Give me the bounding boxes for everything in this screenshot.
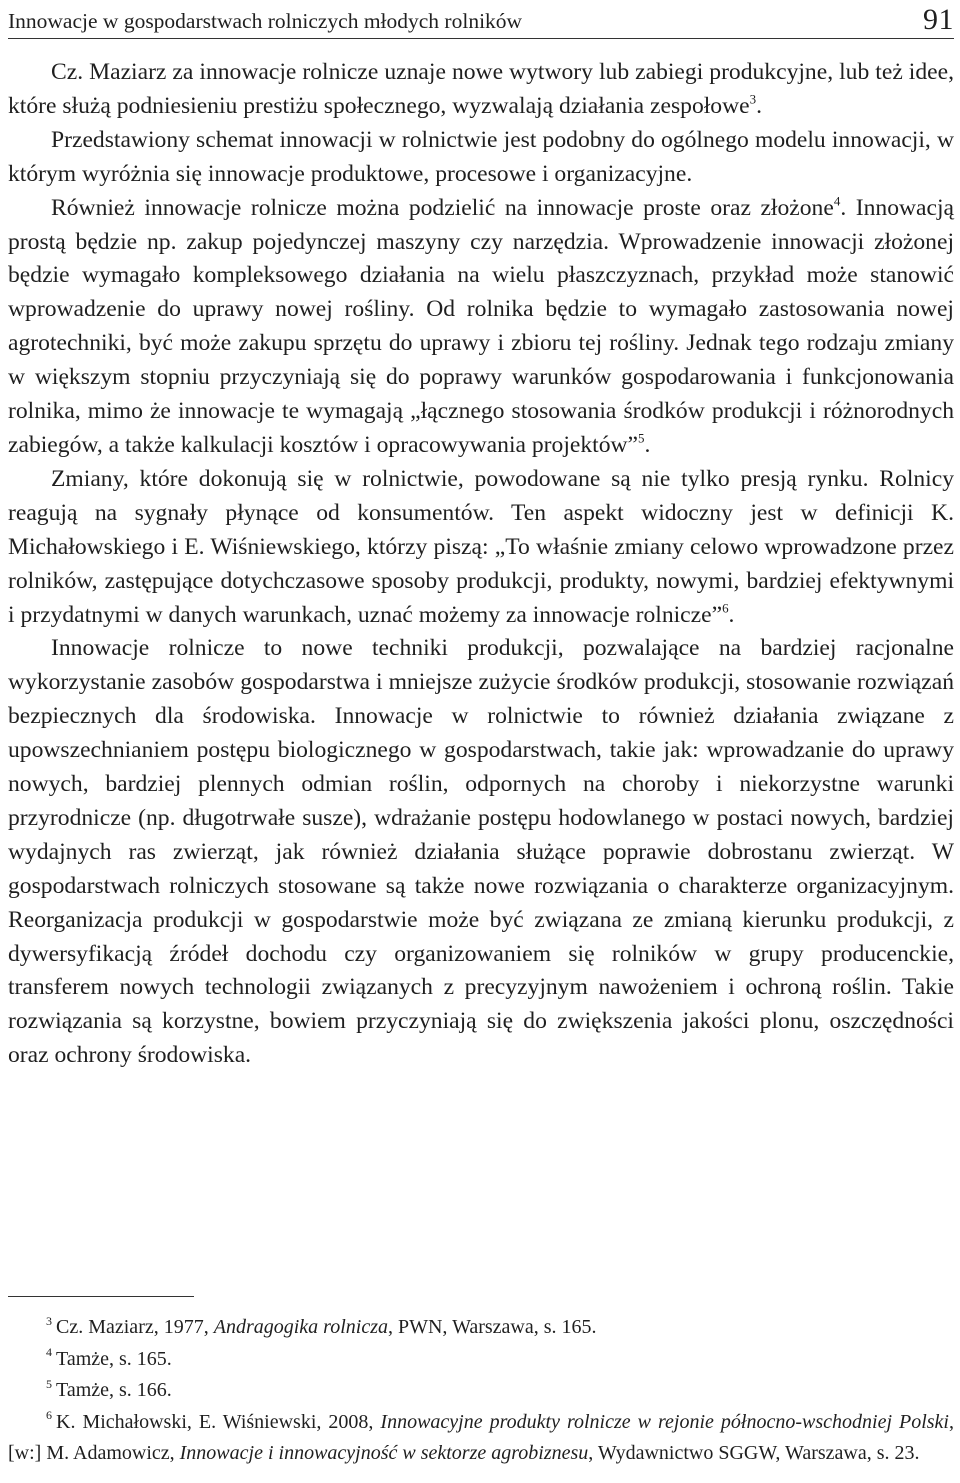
paragraph-footnote-ref: 3 (749, 91, 757, 107)
paragraph-text: Innowacje rolnicze to nowe techniki produkcji, pozwalające na bardziej racjonalne wykorzystanie zasobów gospodarstwa i mniejsze zużycie środków produkcji, stosowanie rozwiązań bezpiecznych dla środowiska. Innowacje w rolnictwie to również działania związane z upowszechnianiem postępu biologicznego w gospodarstwach, takie jak: wprowadzanie do uprawy nowych, bardziej plennych odmian roślin, odpornych na choroby i niekorzystne warunki przyrodnicze (np. długotrwałe susze), wdrażanie postępu hodowlanego w postaci nowych, bardziej wydajnych ras zwierząt, jak również działania służące poprawie dobrostanu zwierząt. W gospodarstwach rolniczych stosowane są także nowe rozwiązania o charakterze organizacyjnym. Reorganizacja produkcji w gospodarstwie może być związana ze zmianą kierunku produkcji, z dywersyfikacją źródeł dochodu czy organizowaniem się rolników w grupy producenckie, transferem nowych technologii związanych z precyzyjnym nawożeniem i ochroną roślin. Takie rozwiązania są korzystne, bowiem przyczyniają się do zwiększenia jakości plonu, oszczędności oraz ochrony środowiska. (8, 635, 954, 1069)
running-header (8, 0, 954, 39)
paragraph-text: Również innowacje rolnicze można podzielić na innowacje proste oraz złożone (51, 194, 834, 221)
footnote-text: Cz. Maziarz, 1977, (56, 1316, 214, 1338)
page-number: 91 (923, 3, 954, 36)
paragraph-text: Cz. Maziarz za innowacje rolnicze uznaje nowe wytwory lub zabiegi produkcyjne, lub też idee, które służą podniesieniu prestiżu społecznego, wyzwalają działania zespołowe (8, 59, 954, 119)
footnote-italic-title: Innowacyjne produkty rolnicze w rejonie północno-wschodniej Polski (380, 1410, 949, 1433)
paragraph-text: Przedstawiony schemat innowacji w rolnictwie jest podobny do ogólnego modelu innowacji, w którym wyróżnia się innowacje produktowe, procesowe i organizacyjne. (8, 126, 954, 187)
paragraph (8, 192, 954, 463)
paragraph-text: . (756, 92, 763, 119)
paragraph-text: . Innowacją prostą będzie np. zakup pojedynczej maszyny czy narzędzia. Wprowadzenie innowacji złożonej będzie wymagało kompleksowego działania na wielu płaszczyznach, przykład może stanowić wprowadzenie do uprawy nowej rośliny. Od rolnika będzie to wymagało zastosowania nowej agrotechniki, być może zakupu sprzętu do uprawy i zbioru tej rośliny. Jednak tego rodzaju zmiany w większym stopniu przyczyniają się do poprawy warunków gospodarowania i funkcjonowania rolnika, mimo że innowacje te wymagają „łącznego stosowania środków produkcji i różnorodnych zabiegów, a także kalkulacji kosztów i opracowywania projektów” (8, 194, 955, 458)
paragraph (8, 463, 954, 633)
footnote-text: Tamże, s. 165. (56, 1347, 172, 1370)
footnote-text: , Wydawnictwo SGGW, Warszawa, s. 23. (588, 1442, 920, 1464)
footnote (8, 1312, 954, 1344)
footnote (8, 1407, 954, 1470)
paragraph-footnote-ref: 5 (638, 430, 645, 446)
paragraph-text: Zmiany, które dokonują się w rolnictwie, powodowane są nie tylko presją rynku. Rolnicy reagują na sygnały płynące od konsumentów. Ten aspekt widoczny jest w definicji K. Michałowskiego i E. Wiśniewskiego, którzy piszą: „To właśnie zmiany celowo wprowadzone przez rolników, zastępujące dotychczasowe sposoby produkcji, produkty, nowymi, bardziej efektywnymi i przydatnymi w danych warunkach, uznać możemy za innowacje rolnicze” (8, 465, 954, 628)
footnote (8, 1375, 954, 1407)
footnotes (8, 1312, 954, 1470)
footnote (8, 1344, 954, 1376)
footnote-text: Tamże, s. 166. (56, 1379, 172, 1401)
footnote-italic-title: Innowacje i innowacyjność w sektorze agrobiznesu (179, 1442, 589, 1464)
footnote-text: K. Michałowski, E. Wiśniewski, 2008, (56, 1410, 381, 1433)
footnote-italic-title: Andragogika rolnicza (213, 1316, 388, 1338)
paragraph (8, 124, 954, 192)
header-title: Innowacje w gospodarstwach rolniczych młodych rolników (8, 9, 523, 33)
paragraph (8, 632, 954, 1073)
footnote-footnote-ref: 4 (46, 1345, 52, 1360)
paragraph (8, 56, 954, 124)
footnote-separator (8, 1296, 194, 1297)
footnote-text: , PWN, Warszawa, s. 165. (387, 1316, 597, 1338)
paragraph-text: . (644, 431, 651, 458)
footnote-footnote-ref: 6 (46, 1408, 52, 1423)
body-text (8, 56, 954, 1073)
paragraph-text: . (728, 601, 735, 628)
footnote-footnote-ref: 3 (46, 1313, 52, 1328)
paragraph-footnote-ref: 4 (833, 192, 841, 208)
paragraph-footnote-ref: 6 (722, 599, 729, 615)
footnote-footnote-ref: 5 (46, 1376, 52, 1391)
footnote-text: , [w:] M. Adamowicz, (8, 1410, 954, 1464)
